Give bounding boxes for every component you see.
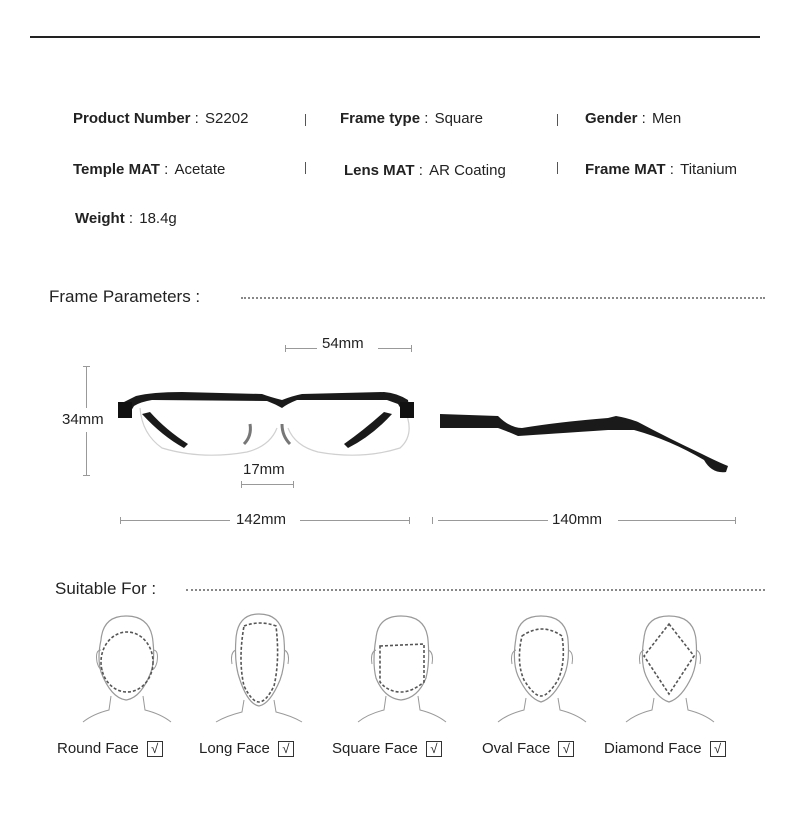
face-label-text: Square Face [332,740,418,757]
glasses-temple-image [438,408,734,478]
dimension-tick [241,481,242,488]
check-icon: √ [710,741,726,757]
dimension-tick [285,345,286,352]
check-icon: √ [147,741,163,757]
glasses-front-image [112,384,422,464]
dimension-line [300,520,409,521]
dimension-tick [735,517,736,524]
spec-weight: Weight : 18.4g [75,210,177,227]
dimension-line [241,484,294,485]
dimension-line [120,520,230,521]
spec-label: Weight [75,210,125,227]
separator [305,162,306,174]
square-face-illustration [346,610,456,725]
dimension-tick [411,345,412,352]
frame-parameters-title: Frame Parameters : [49,287,201,306]
spec-label: Frame type [340,110,421,127]
face-label-long [199,740,294,757]
spec-label: Gender [585,110,638,127]
face-label-round [57,740,163,757]
separator [557,114,558,126]
spec-value: Square [434,110,483,127]
spec-value: Men [652,110,682,127]
dimension-line [618,520,736,521]
face-label-text: Diamond Face [604,740,702,757]
spec-temple-mat: Temple MAT : Acetate [73,161,226,178]
spec-label: Lens MAT [344,162,415,179]
dimension-line [285,348,317,349]
spec-lens-mat: Lens MAT : AR Coating [344,162,506,179]
dimension-line [438,520,548,521]
bridge-width-label: 17mm [243,461,285,478]
face-label-text: Round Face [57,740,139,757]
dimension-tick [432,517,433,524]
diamond-face-illustration [614,610,724,725]
top-divider [30,36,760,38]
face-label-square [332,740,442,757]
check-icon: √ [426,741,442,757]
lens-height-label: 34mm [62,411,104,428]
dimension-tick [83,366,90,367]
spec-value: Titanium [680,161,738,178]
round-face-illustration [71,610,181,725]
dimension-line [378,348,412,349]
dimension-line [86,432,87,476]
face-label-oval [482,740,574,757]
spec-label: Frame MAT [585,161,666,178]
spec-label: Temple MAT [73,161,160,178]
dotted-divider [186,589,765,591]
face-label-diamond [604,740,726,757]
spec-value: AR Coating [429,162,506,179]
separator [305,114,306,126]
face-label-text: Long Face [199,740,270,757]
suitable-for-title: Suitable For : [55,579,157,598]
oval-face-illustration [486,610,596,725]
temple-length-label: 140mm [552,511,603,528]
dimension-tick [293,481,294,488]
long-face-illustration [204,610,314,725]
face-label-text: Oval Face [482,740,551,757]
spec-value: 18.4g [139,210,177,227]
spec-frame-mat: Frame MAT : Titanium [585,161,738,178]
spec-value: S2202 [205,110,249,127]
dotted-divider [241,297,765,299]
spec-value: Acetate [174,161,226,178]
spec-label: Product Number [73,110,191,127]
dimension-tick [83,475,90,476]
dimension-line [86,366,87,408]
separator [557,162,558,174]
check-icon: √ [558,741,574,757]
spec-frame-type: Frame type : Square [340,110,483,127]
spec-product-number: Product Number : S2202 [73,110,249,127]
frame-width-label: 142mm [236,511,287,528]
dimension-tick [409,517,410,524]
spec-gender: Gender : Men [585,110,682,127]
lens-width-label: 54mm [322,335,364,352]
check-icon: √ [278,741,294,757]
